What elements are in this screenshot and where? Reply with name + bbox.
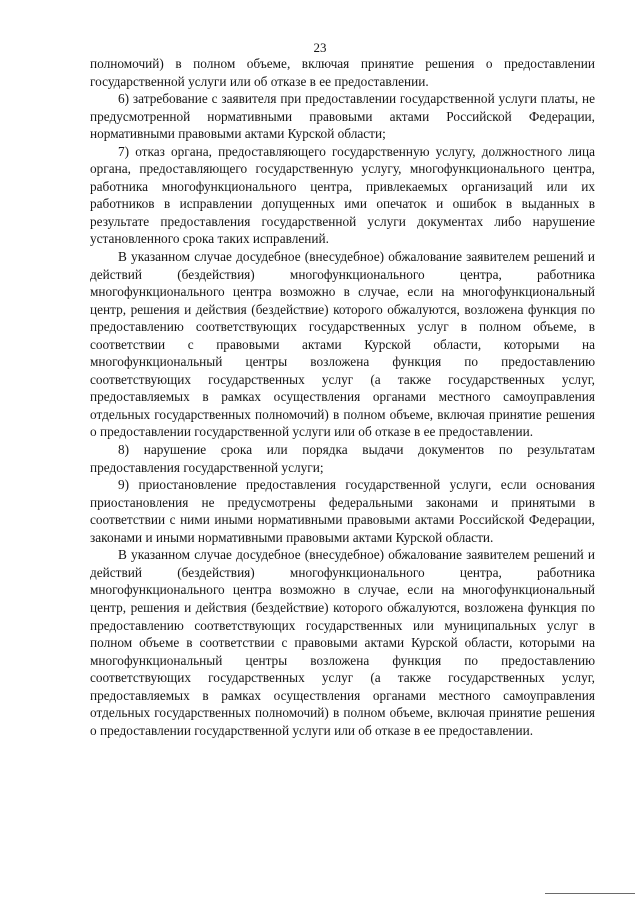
page-number: 23 [313, 40, 327, 55]
paragraph-continuation: полномочий) в полном объеме, включая принятие решения о предоставлении государственной услуги или об отказе в ее предоставлении. [90, 56, 595, 89]
paragraph-item-8: 8) нарушение срока или порядка выдачи документов по результатам предоставления государственной услуги; [90, 442, 595, 475]
paragraph-item-9: 9) приостановление предоставления государственной услуги, если основания приостановления не предусмотрены федеральными законами и принятыми в соответствии с ними иными нормативными правовыми актами Российской Федерации, законами и иными нормативными правовыми актами Курской области. [90, 477, 595, 545]
paragraph-mfc-appeal-1: В указанном случае досудебное (внесудебное) обжалование заявителем решений и действий (бездействия) многофункционального центра, работника многофункционального центра возможно в случае, если на многофункциональный центр, решения и действия (бездействие) которого обжалуются, возложена функция по предоставлению соответствующих государственных услуг в полном объеме, в соответствии с правовыми актами Курской области, которыми на многофункциональный центры возложена функция по предоставлению соответствующих государственных услуг (а также государственных услуг, предоставляемых в рамках осуществления органами местного самоуправления отдельных государственных полномочий) в полном объеме, включая принятие решения о предоставлении государственной услуги или об отказе в ее предоставлении. [90, 249, 595, 440]
document-body [90, 55, 595, 739]
paragraph-item-6: 6) затребование с заявителя при предоставлении государственной услуги платы, не предусмотренной нормативными правовыми актами Российской Федерации, нормативными правовыми актами Курской области; [90, 91, 595, 142]
scan-edge-mark [545, 893, 635, 894]
paragraph-item-7: 7) отказ органа, предоставляющего государственную услугу, должностного лица органа, предоставляющего государственную услугу, многофункционального центра, работника многофункционального центра, привлекаемых организаций или их работников в исправлении допущенных ими опечаток и ошибок в выданных в результате предоставления государственной услуги документах либо нарушение установленного срока таких исправлений. [90, 143, 595, 247]
paragraph-mfc-appeal-2: В указанном случае досудебное (внесудебное) обжалование заявителем решений и действий (бездействия) многофункционального центра, работника многофункционального центра возможно в случае, если на многофункциональный центр, решения и действия (бездействие) которого обжалуются, возложена функция по предоставлению соответствующих государственных или муниципальных услуг в полном объеме в соответствии с правовыми актами Курской области, которыми на многофункциональный центры возложена функция по предоставлению соответствующих государственных услуг (а также государственных услуг, предоставляемых в рамках осуществления органами местного самоуправления отдельных государственных полномочий) в полном объеме, включая принятие решения о предоставлении государственной услуги или об отказе в ее предоставлении. [90, 547, 595, 738]
